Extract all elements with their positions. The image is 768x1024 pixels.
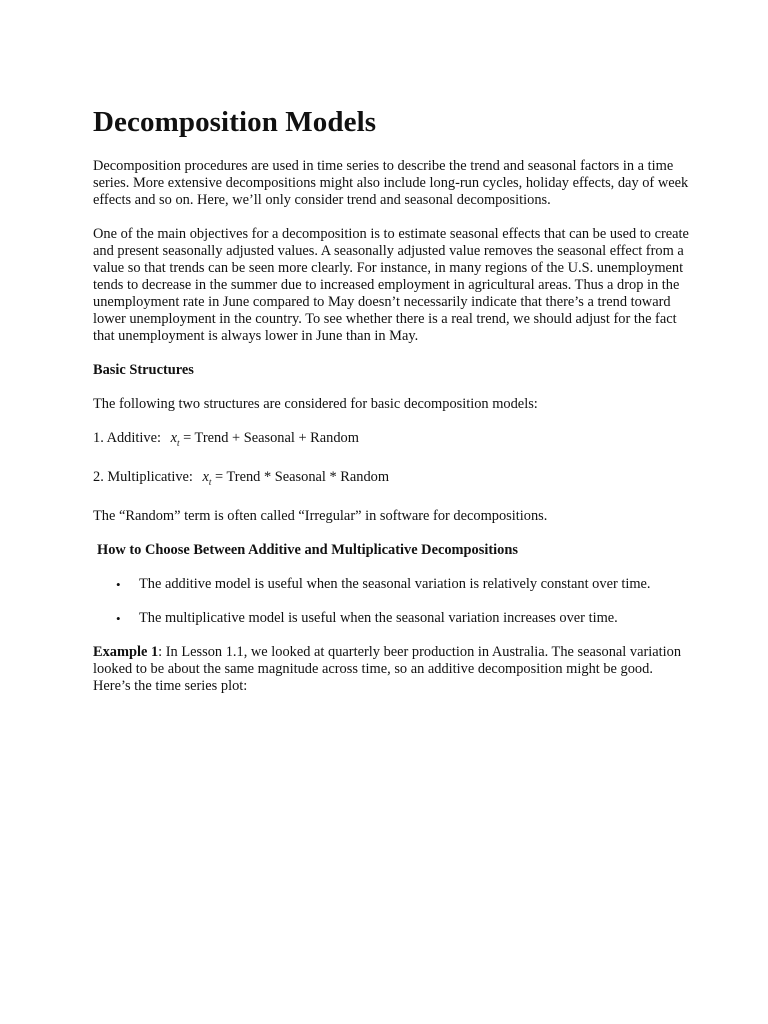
additive-variable: $x_t$	[170, 430, 180, 448]
example-paragraph	[93, 644, 693, 695]
list-item-text: The additive model is useful when the seasonal variation is relatively constant over time.	[139, 575, 651, 592]
additive-formula	[93, 430, 693, 452]
intro-paragraph: Decomposition procedures are used in time series to describe the trend and seasonal factors in a time series. More extensive decompositions might also include long-run cycles, holiday effects, day of week effects and so on. Here, we’ll only consider trend and seasonal decompositions.	[93, 158, 689, 208]
additive-expression: = Trend + Seasonal + Random	[183, 430, 359, 446]
multiplicative-expression: = Trend * Seasonal * Random	[215, 468, 390, 485]
objectives-paragraph: One of the main objectives for a decomposition is to estimate seasonal effects that can be used to create and present seasonally adjusted values. A seasonally adjusted value removes the seasonal effect from a value so that trends can be seen more clearly. For instance, in many regions of the U.S. unemployment tends to decrease in the summer due to increased employment in agricultural areas. Thus a drop in the unemployment rate in June compared to May doesn’t necessarily indicate that there’s a trend toward lower unemployment in the country. To see whether there is a real trend, we should adjust for the fact that unemployment is always lower in June than in May.	[93, 226, 689, 344]
document-page	[93, 104, 693, 712]
list-item	[93, 576, 693, 593]
bullet-icon: •	[116, 610, 121, 626]
example-text: : In Lesson 1.1, we looked at quarterly beer production in Australia. The seasonal variation looked to be about the same magnitude across time, so an additive decomposition might be good. Here’s the time series plot:	[93, 643, 682, 694]
multiplicative-formula	[93, 469, 693, 491]
example-label: Example 1	[93, 643, 159, 660]
random-term-note: The “Random” term is often called “Irregular” in software for decompositions.	[93, 507, 548, 524]
model-choice-list	[93, 576, 693, 627]
list-item-text: The multiplicative model is useful when the seasonal variation increases over time.	[139, 609, 618, 626]
choose-decomposition-heading: How to Choose Between Additive and Multiplicative Decompositions	[97, 541, 518, 558]
basic-structures-intro: The following two structures are considered for basic decomposition models:	[93, 396, 538, 412]
multiplicative-variable: $x_t$	[202, 468, 212, 487]
bullet-icon: •	[116, 576, 121, 592]
basic-structures-heading: Basic Structures	[93, 362, 194, 378]
list-item	[93, 610, 693, 627]
page-title: Decomposition Models	[93, 106, 377, 138]
multiplicative-label: 2. Multiplicative:	[93, 468, 193, 485]
additive-label: 1. Additive:	[93, 430, 161, 446]
